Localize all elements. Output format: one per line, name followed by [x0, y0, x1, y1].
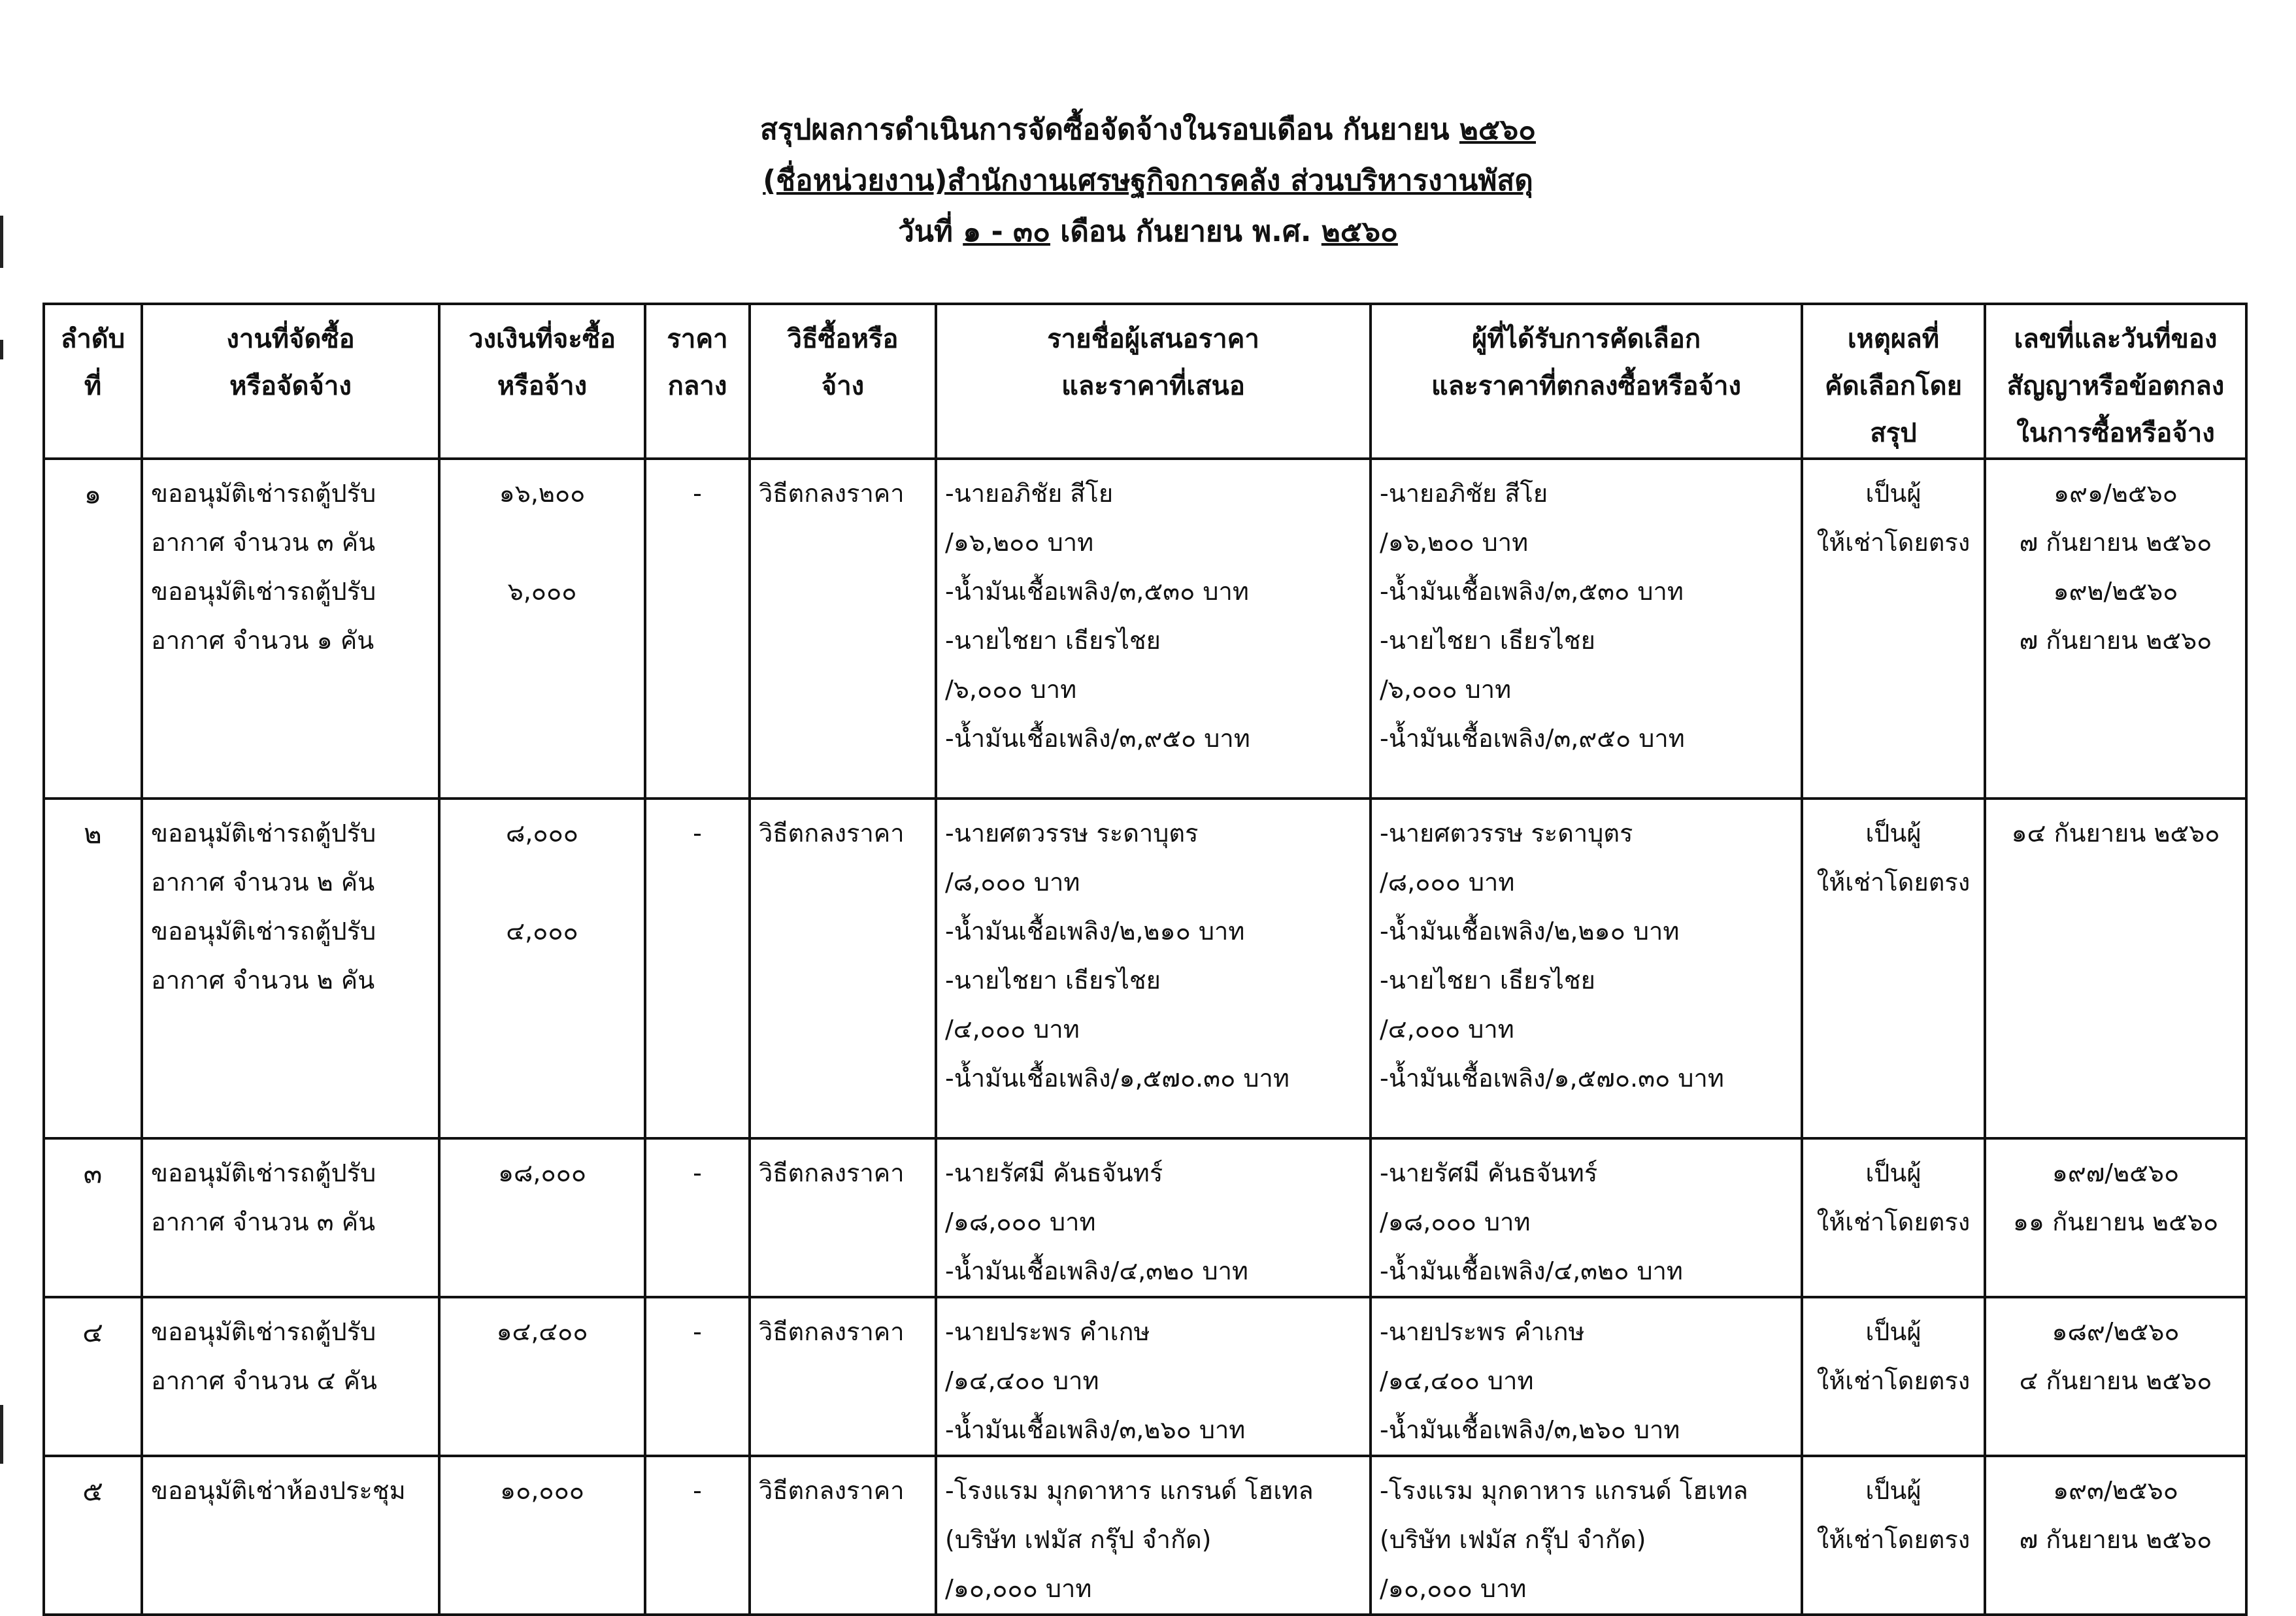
method-cell: วิธีตกลงราคา: [750, 459, 936, 799]
contract-cell: ๑๘๙/๒๕๖๐ ๔ กันยายน ๒๕๖๐: [1985, 1297, 2246, 1456]
bidders-cell: -นายศตวรรษ ระดาบุตร /๘,๐๐๐ บาท -น้ำมันเชื้อเพลิง/๒,๒๑๐ บาท -นายไชยา เธียรไชย /๔,๐๐๐ บาท -น้ำมันเชื้อเพลิง/๑,๕๗๐.๓๐ บาท: [936, 799, 1371, 1138]
row-number: ๕: [44, 1456, 142, 1615]
col-header-bidders: รายชื่อผู้เสนอราคา และราคาที่เสนอ: [936, 304, 1371, 459]
row-number: ๑: [44, 459, 142, 799]
col-header-work: งานที่จัดซื้อ หรือจัดจ้าง: [142, 304, 439, 459]
table-row: [44, 459, 2246, 799]
reason-cell: เป็นผู้ ให้เช่าโดยตรง: [1802, 1297, 1985, 1456]
col-header-method: วิธีซื้อหรือ จ้าง: [750, 304, 936, 459]
bidders-cell: -นายรัศมี คันธจันทร์ /๑๘,๐๐๐ บาท -น้ำมันเชื้อเพลิง/๔,๓๒๐ บาท: [936, 1138, 1371, 1297]
col-header-no: ลำดับ ที่: [44, 304, 142, 459]
scan-edge-mark: [0, 1405, 3, 1464]
method-cell: วิธีตกลงราคา: [750, 1456, 936, 1615]
table-header-row: [44, 304, 2246, 459]
col-header-reason: เหตุผลที่ คัดเลือกโดย สรุป: [1802, 304, 1985, 459]
spacer: [448, 858, 636, 907]
work-cell: ขออนุมัติเช่ารถตู้ปรับ อากาศ จำนวน ๓ คัน: [142, 1138, 439, 1297]
budget-cell: ๑๖,๒๐๐ ๖,๐๐๐: [439, 459, 645, 799]
selected-cell: -นายศตวรรษ ระดาบุตร /๘,๐๐๐ บาท -น้ำมันเชื้อเพลิง/๒,๒๑๐ บาท -นายไชยา เธียรไชย /๔,๐๐๐ บาท -น้ำมันเชื้อเพลิง/๑,๕๗๐.๓๐ บาท: [1371, 799, 1802, 1138]
row-number: ๔: [44, 1297, 142, 1456]
budget-cell: ๘,๐๐๐ ๔,๐๐๐: [439, 799, 645, 1138]
budget-cell: ๑๘,๐๐๐: [439, 1138, 645, 1297]
contract-cell: ๑๔ กันยายน ๒๕๖๐: [1985, 799, 2246, 1138]
reason-cell: เป็นผู้ ให้เช่าโดยตรง: [1802, 799, 1985, 1138]
method-cell: วิธีตกลงราคา: [750, 799, 936, 1138]
selected-cell: -นายรัศมี คันธจันทร์ /๑๘,๐๐๐ บาท -น้ำมันเชื้อเพลิง/๔,๓๒๐ บาท: [1371, 1138, 1802, 1297]
header-line-1: สรุปผลการดำเนินการจัดซื้อจัดจ้างในรอบเดือน กันยายน ๒๕๖๐: [759, 113, 1537, 146]
method-cell: วิธีตกลงราคา: [750, 1297, 936, 1456]
col-header-contract: เลขที่และวันที่ของ สัญญาหรือข้อตกลง ในการซื้อหรือจ้าง: [1985, 304, 2246, 459]
header-line-3: วันที่ ๑ - ๓๐ เดือน กันยายน พ.ศ. ๒๕๖๐: [898, 215, 1398, 248]
selected-cell: -โรงแรม มุกดาหาร แกรนด์ โฮเทล (บริษัท เฟมัส กรุ๊ป จำกัด) /๑๐,๐๐๐ บาท: [1371, 1456, 1802, 1615]
table-row: [44, 1138, 2246, 1297]
method-cell: วิธีตกลงราคา: [750, 1138, 936, 1297]
selected-cell: -นายอภิชัย สีโย /๑๖,๒๐๐ บาท -น้ำมันเชื้อเพลิง/๓,๕๓๐ บาท -นายไชยา เธียรไชย /๖,๐๐๐ บาท -น้ำมันเชื้อเพลิง/๓,๙๕๐ บาท: [1371, 459, 1802, 799]
contract-cell: ๑๙๑/๒๕๖๐ ๗ กันยายน ๒๕๖๐ ๑๙๒/๒๕๖๐ ๗ กันยายน ๒๕๖๐: [1985, 459, 2246, 799]
work-cell: ขออนุมัติเช่ารถตู้ปรับ อากาศ จำนวน ๓ คัน ขออนุมัติเช่ารถตู้ปรับ อากาศ จำนวน ๑ คัน: [142, 459, 439, 799]
median-price-cell: -: [645, 799, 750, 1138]
bidders-cell: -โรงแรม มุกดาหาร แกรนด์ โฮเทล (บริษัท เฟมัส กรุ๊ป จำกัด) /๑๐,๐๐๐ บาท: [936, 1456, 1371, 1615]
selected-cell: -นายประพร คำเกษ /๑๔,๔๐๐ บาท -น้ำมันเชื้อเพลิง/๓,๒๖๐ บาท: [1371, 1297, 1802, 1456]
reason-cell: เป็นผู้ ให้เช่าโดยตรง: [1802, 459, 1985, 799]
median-price-cell: -: [645, 1138, 750, 1297]
col-header-selected: ผู้ที่ได้รับการคัดเลือก และราคาที่ตกลงซื้อหรือจ้าง: [1371, 304, 1802, 459]
spacer: [448, 518, 636, 567]
bidders-cell: -นายอภิชัย สีโย /๑๖,๒๐๐ บาท -น้ำมันเชื้อเพลิง/๓,๕๓๐ บาท -นายไชยา เธียรไชย /๖,๐๐๐ บาท -น้ำมันเชื้อเพลิง/๓,๙๕๐ บาท: [936, 459, 1371, 799]
col-header-budget: วงเงินที่จะซื้อ หรือจ้าง: [439, 304, 645, 459]
bidders-cell: -นายประพร คำเกษ /๑๔,๔๐๐ บาท -น้ำมันเชื้อเพลิง/๓,๒๖๐ บาท: [936, 1297, 1371, 1456]
reason-cell: เป็นผู้ ให้เช่าโดยตรง: [1802, 1138, 1985, 1297]
table-row: [44, 1456, 2246, 1615]
table-row: [44, 1297, 2246, 1456]
header-line-2: (ชื่อหน่วยงาน)สำนักงานเศรษฐกิจการคลัง ส่วนบริหารงานพัสดุ: [763, 164, 1533, 197]
budget-cell: ๑๔,๔๐๐: [439, 1297, 645, 1456]
contract-cell: ๑๙๓/๒๕๖๐ ๗ กันยายน ๒๕๖๐: [1985, 1456, 2246, 1615]
median-price-cell: -: [645, 1297, 750, 1456]
work-cell: ขออนุมัติเช่ารถตู้ปรับ อากาศ จำนวน ๒ คัน ขออนุมัติเช่ารถตู้ปรับ อากาศ จำนวน ๒ คัน: [142, 799, 439, 1138]
budget-cell: ๑๐,๐๐๐: [439, 1456, 645, 1615]
row-number: ๒: [44, 799, 142, 1138]
reason-cell: เป็นผู้ ให้เช่าโดยตรง: [1802, 1456, 1985, 1615]
work-cell: ขออนุมัติเช่ารถตู้ปรับ อากาศ จำนวน ๔ คัน: [142, 1297, 439, 1456]
median-price-cell: -: [645, 459, 750, 799]
col-header-median-price: ราคา กลาง: [645, 304, 750, 459]
row-number: ๓: [44, 1138, 142, 1297]
median-price-cell: -: [645, 1456, 750, 1615]
procurement-summary-table: [42, 303, 2248, 1616]
scan-edge-mark: [0, 340, 3, 359]
contract-cell: ๑๙๗/๒๕๖๐ ๑๑ กันยายน ๒๕๖๐: [1985, 1138, 2246, 1297]
table-row: [44, 799, 2246, 1138]
document-header: [0, 105, 2296, 257]
work-cell: ขออนุมัติเช่าห้องประชุม: [142, 1456, 439, 1615]
